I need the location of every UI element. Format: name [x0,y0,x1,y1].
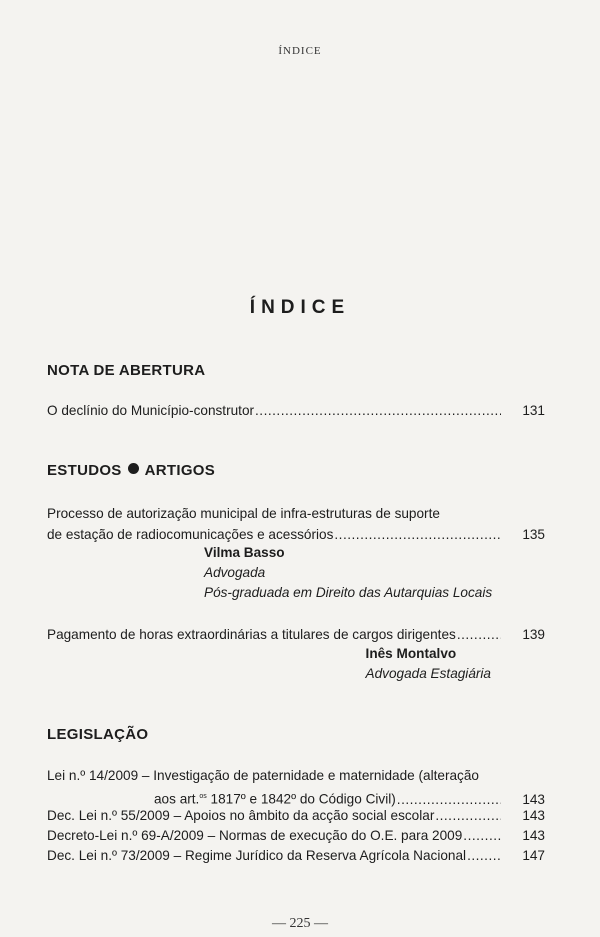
entry-title-line: de estação de radiocomunicações e acessórios [47,527,334,542]
entry-title: Dec. Lei n.º 73/2009 – Regime Jurídico da Reserva Agrícola Nacional [47,848,467,863]
entry-title: Decreto-Lei n.º 69-A/2009 – Normas de execução do O.E. para 2009 [47,828,463,843]
entry-title-prefix: aos art. [154,791,200,807]
dot-leader [435,807,501,824]
toc-entry[interactable] [47,827,545,844]
author-role: Advogada Estagiária [365,666,491,681]
toc-entry[interactable] [47,807,545,824]
dot-leader [397,791,501,808]
page-number: 147 [522,848,545,863]
toc-entry[interactable] [47,505,545,543]
toc-entry[interactable] [47,767,545,808]
author-block [204,543,492,603]
author-role: Pós-graduada em Direito das Autarquias Locais [204,585,493,600]
section-heading-estudos [47,462,215,479]
toc-entry[interactable] [47,847,545,864]
entry-title-line: Processo de autorização municipal de infra-estruturas de suporte [47,506,440,521]
author-role: Advogada [204,565,266,580]
author-name: Vilma Basso [204,545,285,560]
dot-leader [457,626,501,643]
entry-title-line: Lei n.º 14/2009 – Investigação de paternidade e maternidade (alteração [47,768,479,783]
bullet-icon [128,463,139,474]
page-number: 143 [522,828,545,843]
section-heading-nota: NOTA DE ABERTURA [47,362,206,379]
dot-leader [334,526,501,543]
section-heading-part: ESTUDOS [47,462,122,479]
dot-leader [255,402,501,419]
author-block [366,644,491,684]
page-number: 139 [522,627,545,642]
page-number: 131 [522,403,545,418]
section-heading-legislacao: LEGISLAÇÃO [47,726,149,743]
author-name: Inês Montalvo [365,646,457,661]
entry-title-rest: 1817º e 1842º do Código Civil) [206,791,396,807]
entry-title: Dec. Lei n.º 55/2009 – Apoios no âmbito da acção social escolar [47,808,435,823]
running-head: ÍNDICE [278,45,322,57]
page-title: ÍNDICE [249,297,351,318]
toc-entry[interactable] [47,402,545,419]
superscript: os [199,793,207,800]
entry-title: Pagamento de horas extraordinárias a titulares de cargos dirigentes [47,627,456,642]
entry-title-line [47,788,396,808]
section-heading-part: ARTIGOS [144,462,216,479]
page-number: 143 [522,791,545,807]
dot-leader [463,827,501,844]
dot-leader [467,847,501,864]
entry-title: O declínio do Município-construtor [47,403,255,418]
toc-entry[interactable] [47,626,545,643]
page-number: 143 [522,808,545,823]
page-number: 135 [522,527,545,542]
page-footer-number: — 225 — [272,916,328,931]
